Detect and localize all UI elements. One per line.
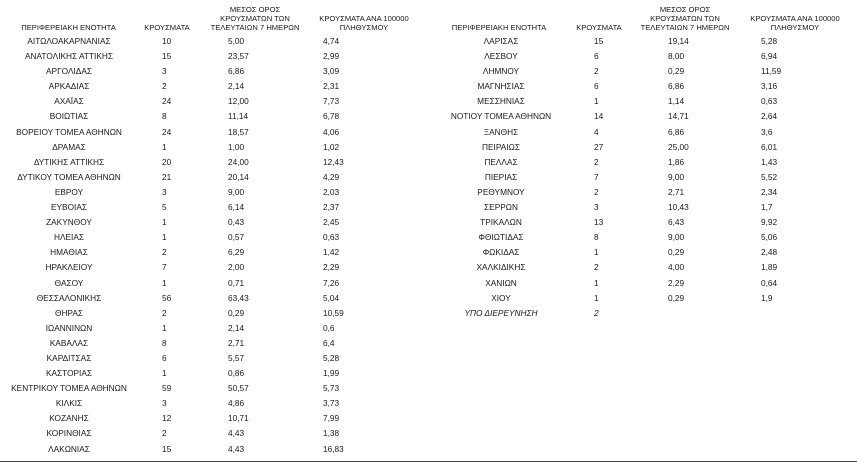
avg-cell: 23,57: [228, 51, 249, 62]
header-per100k-line1: ΚΡΟΥΣΜΑΤΑ ΑΝΑ 100000: [319, 14, 409, 23]
per100k-cell: 0,6: [323, 322, 335, 333]
cases-cell: 3: [162, 66, 167, 77]
region-cell: ΖΑΚΥΝΘΟΥ: [46, 217, 92, 228]
per100k-cell: 7,73: [323, 96, 340, 107]
right-table: [434, 0, 857, 321]
avg-cell: 2,14: [228, 81, 245, 92]
cases-cell: 1: [594, 277, 599, 288]
header-per100k-line2: ΠΛΗΘΥΣΜΟΥ: [339, 23, 389, 32]
per100k-cell: 2,64: [761, 111, 778, 122]
per100k-cell: 7,99: [323, 413, 340, 424]
per100k-cell: 4,29: [323, 171, 340, 182]
cases-cell: 1: [594, 247, 599, 258]
per100k-cell: 6,94: [761, 51, 778, 62]
per100k-cell: 2,37: [323, 202, 340, 213]
table-row: [0, 336, 432, 351]
region-cell: ΧΙΟΥ: [491, 292, 511, 303]
cases-cell: 1: [594, 96, 599, 107]
region-cell: ΠΙΕΡΙΑΣ: [484, 171, 518, 182]
region-cell: ΕΒΡΟΥ: [54, 186, 84, 197]
avg-cell: 5,00: [228, 36, 245, 46]
avg-cell: 50,57: [228, 383, 249, 394]
table-row: [0, 366, 432, 381]
table-row: [0, 34, 432, 49]
table-row: [434, 140, 857, 155]
avg-cell: 4,43: [228, 443, 245, 454]
region-cell: ΚΟΡΙΝΘΙΑΣ: [46, 428, 92, 439]
region-cell: ΙΩΑΝΝΙΝΩΝ: [45, 322, 93, 333]
cases-cell: 21: [162, 171, 172, 182]
avg-cell: 63,43: [228, 292, 249, 303]
header-avg-line2: ΚΡΟΥΣΜΑΤΩΝ ΤΩΝ: [220, 14, 290, 23]
region-cell: ΧΑΛΚΙΔΙΚΗΣ: [476, 262, 526, 273]
region-cell: ΚΙΛΚΙΣ: [55, 398, 83, 409]
avg-cell: 2,71: [228, 337, 245, 348]
table-row: [0, 321, 432, 336]
avg-cell: 14,71: [668, 111, 689, 122]
header-cases: ΚΡΟΥΣΜΑΤΑ: [576, 23, 622, 32]
region-cell: ΘΕΣΣΑΛΟΝΙΚΗΣ: [36, 292, 102, 303]
per100k-cell: 1,02: [323, 141, 340, 152]
region-cell: ΦΘΙΩΤΙΔΑΣ: [478, 232, 524, 243]
region-cell: ΔΡΑΜΑΣ: [52, 141, 86, 152]
per100k-cell: 6,78: [323, 111, 340, 122]
cases-cell: 1: [162, 368, 167, 379]
region-cell: ΚΕΝΤΡΙΚΟΥ ΤΟΜΕΑ ΑΘΗΝΩΝ: [11, 383, 127, 394]
avg-cell: 6,86: [668, 126, 685, 137]
cases-cell: 3: [162, 398, 167, 409]
cases-cell: 15: [162, 51, 172, 62]
avg-cell: 2,29: [668, 277, 685, 288]
table-row: [0, 170, 432, 185]
header-avg: [200, 5, 310, 32]
avg-cell: 9,00: [228, 186, 245, 197]
cases-cell: 2: [162, 247, 167, 258]
table-row: [434, 200, 857, 215]
cases-cell: 24: [162, 126, 172, 137]
table-row: [434, 260, 857, 275]
table-row: [0, 230, 432, 245]
region-cell: ΘΗΡΑΣ: [54, 307, 84, 318]
table-row: [0, 200, 432, 215]
table-row: [434, 215, 857, 230]
region-cell: ΑΙΤΩΛΟΑΚΑΡΝΑΝΙΑΣ: [27, 36, 111, 46]
region-cell: ΛΕΣΒΟΥ: [484, 51, 518, 62]
cases-cell: 12: [162, 413, 172, 424]
per100k-cell: 9,92: [761, 217, 778, 228]
region-cell: ΠΕΙΡΑΙΩΣ: [482, 141, 520, 152]
header-region: ΠΕΡΙΦΕΡΕΙΑΚΗ ΕΝΟΤΗΤΑ: [451, 23, 547, 32]
cases-cell: 8: [162, 111, 167, 122]
cases-cell: 4: [594, 126, 599, 137]
avg-cell: 6,14: [228, 202, 245, 213]
cases-cell: 59: [162, 383, 172, 394]
cases-cell: 14: [594, 111, 604, 122]
cases-cell: 6: [162, 352, 167, 363]
cases-cell: 2: [162, 428, 167, 439]
per100k-cell: 1,89: [761, 262, 778, 273]
avg-cell: 6,86: [668, 81, 685, 92]
table-row: [0, 351, 432, 366]
cases-cell: 2: [162, 307, 167, 318]
cases-cell: 6: [594, 51, 599, 62]
per100k-cell: 3,09: [323, 66, 340, 77]
region-cell: ΝΟΤΙΟΥ ΤΟΜΕΑ ΑΘΗΝΩΝ: [450, 111, 552, 122]
cases-cell: 15: [594, 36, 604, 46]
avg-cell: 2,00: [228, 262, 245, 273]
cases-cell: 2: [594, 156, 599, 167]
right-table-header: [434, 0, 857, 34]
avg-cell: 12,00: [228, 96, 249, 107]
cases-cell: 3: [594, 202, 599, 213]
table-row: [0, 426, 432, 441]
avg-cell: 0,29: [668, 66, 685, 77]
avg-cell: 4,00: [668, 262, 685, 273]
cases-cell: 15: [162, 443, 172, 454]
avg-cell: 25,00: [668, 141, 689, 152]
table-row: [0, 306, 432, 321]
cases-cell: 10: [162, 36, 172, 46]
avg-cell: 1,00: [228, 141, 245, 152]
avg-cell: 11,14: [228, 111, 249, 122]
avg-cell: 0,71: [228, 277, 245, 288]
header-per100k: [308, 14, 420, 32]
per100k-cell: 2,03: [323, 186, 340, 197]
region-cell: ΔΥΤΙΚΟΥ ΤΟΜΕΑ ΑΘΗΝΩΝ: [17, 171, 121, 182]
region-cell: ΚΑΣΤΟΡΙΑΣ: [45, 368, 93, 379]
region-cell: ΛΗΜΝΟΥ: [482, 66, 520, 77]
per100k-cell: 3,73: [323, 398, 340, 409]
cases-cell: 7: [594, 171, 599, 182]
table-row: [0, 411, 432, 426]
table-row: [0, 94, 432, 109]
cases-cell: 1: [162, 217, 167, 228]
per100k-cell: 2,99: [323, 51, 340, 62]
region-cell: ΑΡΓΟΛΙΔΑΣ: [46, 66, 92, 77]
left-table-header: [0, 0, 432, 34]
cases-cell: 24: [162, 96, 172, 107]
table-row: [0, 276, 432, 291]
right-table-body: [434, 34, 857, 321]
per100k-cell: 4,74: [323, 36, 340, 46]
table-row: [0, 185, 432, 200]
avg-cell: 1,14: [668, 96, 685, 107]
left-table-body: [0, 34, 432, 457]
avg-cell: 6,86: [228, 66, 245, 77]
table-row: [434, 245, 857, 260]
region-cell: ΣΕΡΡΩΝ: [484, 202, 518, 213]
cases-cell: 1: [162, 232, 167, 243]
table-row: [434, 94, 857, 109]
per100k-cell: 0,63: [323, 232, 340, 243]
region-cell: ΛΑΡΙΣΑΣ: [483, 36, 519, 46]
avg-cell: 4,43: [228, 428, 245, 439]
per100k-cell: 11,59: [761, 66, 782, 77]
region-cell: ΦΩΚΙΔΑΣ: [482, 247, 520, 258]
region-cell: ΥΠΟ ΔΙΕΡΕΥΝΗΣΗ: [464, 307, 538, 318]
region-cell: ΘΑΣΟΥ: [54, 277, 84, 288]
header-per100k: [738, 14, 852, 32]
cases-cell: 1: [162, 322, 167, 333]
table-row: [434, 64, 857, 79]
per100k-cell: 7,26: [323, 277, 340, 288]
region-cell: ΗΛΕΙΑΣ: [53, 232, 85, 243]
per100k-cell: 1,43: [761, 156, 778, 167]
avg-cell: 2,71: [668, 186, 685, 197]
table-row: [0, 245, 432, 260]
header-avg-line3: ΤΕΛΕΥΤΑΙΩΝ 7 ΗΜΕΡΩΝ: [640, 23, 730, 32]
table-row: [0, 109, 432, 124]
region-cell: ΒΟΙΩΤΙΑΣ: [49, 111, 89, 122]
cases-cell: 56: [162, 292, 172, 303]
header-avg-line1: ΜΕΣΟΣ ΟΡΟΣ: [659, 5, 711, 14]
avg-cell: 10,43: [668, 202, 689, 213]
table-row: [434, 185, 857, 200]
per100k-cell: 2,45: [323, 217, 340, 228]
table-row: [434, 230, 857, 245]
table-row: [0, 215, 432, 230]
avg-cell: 19,14: [668, 36, 689, 46]
region-cell: ΑΡΚΑΔΙΑΣ: [48, 81, 90, 92]
cases-cell: 2: [594, 66, 599, 77]
per100k-cell: 5,28: [323, 352, 340, 363]
table-row: [0, 396, 432, 411]
per100k-cell: 3,16: [761, 81, 778, 92]
table-row: [0, 381, 432, 396]
region-cell: ΗΜΑΘΙΑΣ: [50, 247, 88, 258]
cases-cell: 3: [162, 186, 167, 197]
table-row: [434, 155, 857, 170]
table-row: [434, 125, 857, 140]
cases-cell: 1: [162, 277, 167, 288]
cases-cell: 2: [594, 262, 599, 273]
cases-cell: 20: [162, 156, 172, 167]
avg-cell: 6,29: [228, 247, 245, 258]
region-cell: ΒΟΡΕΙΟΥ ΤΟΜΕΑ ΑΘΗΝΩΝ: [16, 126, 122, 137]
header-cases: ΚΡΟΥΣΜΑΤΑ: [144, 23, 190, 32]
region-cell: ΠΕΛΛΑΣ: [484, 156, 518, 167]
avg-cell: 0,43: [228, 217, 245, 228]
per100k-cell: 0,64: [761, 277, 778, 288]
per100k-cell: 5,73: [323, 383, 340, 394]
cases-cell: 6: [594, 81, 599, 92]
avg-cell: 0,29: [228, 307, 245, 318]
avg-cell: 5,57: [228, 352, 245, 363]
table-row: [0, 291, 432, 306]
table-row: [0, 125, 432, 140]
header-avg-line3: ΤΕΛΕΥΤΑΙΩΝ 7 ΗΜΕΡΩΝ: [210, 23, 300, 32]
per100k-cell: 5,06: [761, 232, 778, 243]
avg-cell: 9,00: [668, 232, 685, 243]
cases-cell: 2: [594, 307, 599, 318]
per100k-cell: 0,63: [761, 96, 778, 107]
avg-cell: 20,14: [228, 171, 249, 182]
region-cell: ΛΑΚΩΝΙΑΣ: [48, 443, 90, 454]
region-cell: ΞΑΝΘΗΣ: [483, 126, 519, 137]
per100k-cell: 5,52: [761, 171, 778, 182]
table-row: [434, 276, 857, 291]
table-row: [434, 79, 857, 94]
per100k-cell: 2,31: [323, 81, 340, 92]
avg-cell: 10,71: [228, 413, 249, 424]
region-cell: ΚΑΡΔΙΤΣΑΣ: [46, 352, 92, 363]
per100k-cell: 12,43: [323, 156, 344, 167]
cases-cell: 2: [594, 186, 599, 197]
avg-cell: 4,86: [228, 398, 245, 409]
table-row: [0, 155, 432, 170]
per100k-cell: 2,34: [761, 186, 778, 197]
region-cell: ΜΑΓΝΗΣΙΑΣ: [477, 81, 525, 92]
cases-cell: 1: [594, 292, 599, 303]
table-row: [434, 49, 857, 64]
cases-cell: 8: [162, 337, 167, 348]
cases-cell: 8: [594, 232, 599, 243]
avg-cell: 8,00: [668, 51, 685, 62]
cases-cell: 13: [594, 217, 604, 228]
per100k-cell: 4,06: [323, 126, 340, 137]
avg-cell: 24,00: [228, 156, 249, 167]
table-row: [0, 79, 432, 94]
table-row: [434, 291, 857, 306]
per100k-cell: 1,9: [761, 292, 773, 303]
region-cell: ΚΟΖΑΝΗΣ: [49, 413, 89, 424]
avg-cell: 18,57: [228, 126, 249, 137]
avg-cell: 0,57: [228, 232, 245, 243]
region-cell: ΧΑΝΙΩΝ: [485, 277, 517, 288]
header-avg: [630, 5, 740, 32]
per100k-cell: 5,28: [761, 36, 778, 46]
cases-cell: 7: [162, 262, 167, 273]
cases-cell: 1: [162, 141, 167, 152]
table-row: [434, 109, 857, 124]
left-table: [0, 0, 432, 457]
avg-cell: 2,14: [228, 322, 245, 333]
table-row: [0, 442, 432, 457]
region-cell: ΜΕΣΣΗΝΙΑΣ: [477, 96, 525, 107]
region-cell: ΗΡΑΚΛΕΙΟΥ: [45, 262, 93, 273]
per100k-cell: 1,42: [323, 247, 340, 258]
header-avg-line1: ΜΕΣΟΣ ΟΡΟΣ: [229, 5, 281, 14]
table-row: [0, 140, 432, 155]
cases-cell: 27: [594, 141, 604, 152]
per100k-cell: 6,4: [323, 337, 335, 348]
avg-cell: 0,29: [668, 292, 685, 303]
header-avg-line2: ΚΡΟΥΣΜΑΤΩΝ ΤΩΝ: [650, 14, 720, 23]
table-row: [0, 64, 432, 79]
per100k-cell: 2,29: [323, 262, 340, 273]
avg-cell: 1,86: [668, 156, 685, 167]
table-row: [434, 34, 857, 49]
per100k-cell: 1,7: [761, 202, 773, 213]
per100k-cell: 16,83: [323, 443, 344, 454]
per100k-cell: 3,6: [761, 126, 773, 137]
avg-cell: 9,00: [668, 171, 685, 182]
region-cell: ΡΕΘΥΜΝΟΥ: [477, 186, 525, 197]
per100k-cell: 2,48: [761, 247, 778, 258]
per100k-cell: 10,59: [323, 307, 344, 318]
per100k-cell: 5,04: [323, 292, 340, 303]
per100k-cell: 1,99: [323, 368, 340, 379]
header-per100k-line2: ΠΛΗΘΥΣΜΟΥ: [770, 23, 820, 32]
avg-cell: 0,86: [228, 368, 245, 379]
region-cell: ΚΑΒΑΛΑΣ: [49, 337, 89, 348]
per100k-cell: 6,01: [761, 141, 778, 152]
region-cell: ΑΝΑΤΟΛΙΚΗΣ ΑΤΤΙΚΗΣ: [24, 51, 114, 62]
table-row: [0, 49, 432, 64]
table-row: [0, 260, 432, 275]
region-cell: ΑΧΑΪΑΣ: [54, 96, 84, 107]
avg-cell: 0,29: [668, 247, 685, 258]
avg-cell: 6,43: [668, 217, 685, 228]
region-cell: ΕΥΒΟΙΑΣ: [50, 202, 88, 213]
bottom-divider: [0, 461, 857, 462]
header-per100k-line1: ΚΡΟΥΣΜΑΤΑ ΑΝΑ 100000: [750, 14, 840, 23]
table-row: [434, 306, 857, 321]
header-region: ΠΕΡΙΦΕΡΕΙΑΚΗ ΕΝΟΤΗΤΑ: [21, 23, 116, 32]
cases-cell: 2: [162, 81, 167, 92]
region-cell: ΤΡΙΚΑΛΩΝ: [480, 217, 522, 228]
table-row: [434, 170, 857, 185]
per100k-cell: 1,38: [323, 428, 340, 439]
cases-cell: 5: [162, 202, 167, 213]
region-cell: ΔΥΤΙΚΗΣ ΑΤΤΙΚΗΣ: [33, 156, 105, 167]
